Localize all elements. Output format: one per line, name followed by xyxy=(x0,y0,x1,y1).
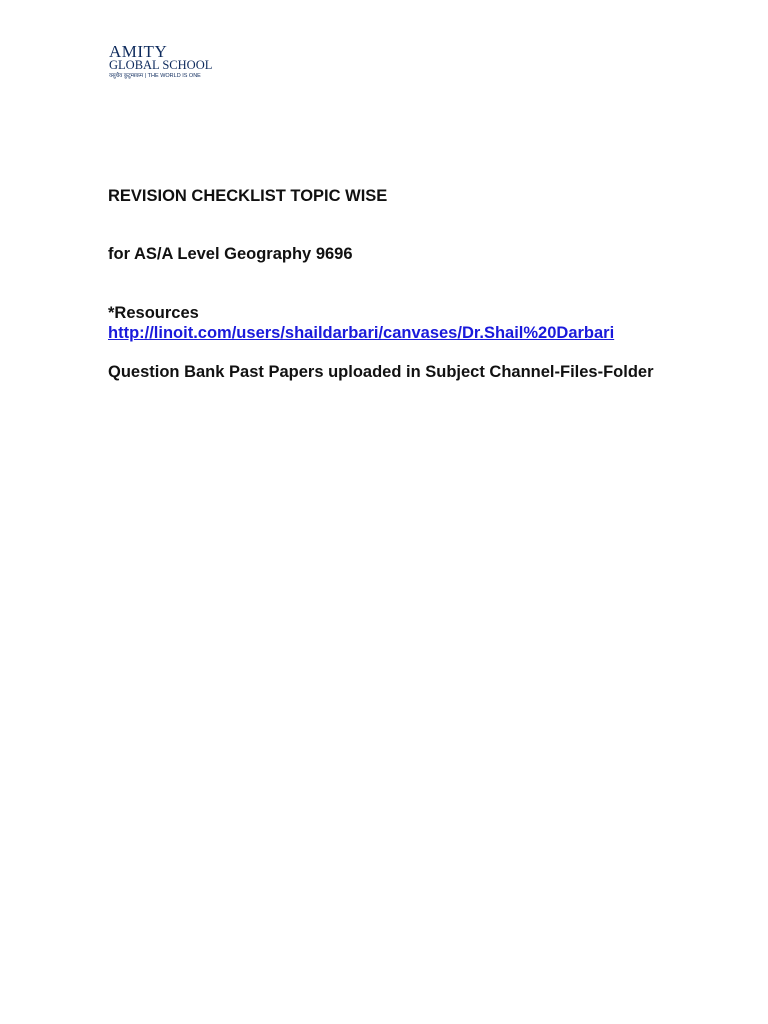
logo-tagline: वसुधैव कुटुम्बकम | THE WORLD IS ONE xyxy=(109,73,201,79)
logo-amity-text: AMITY xyxy=(109,42,168,61)
logo-school-text: GLOBAL SCHOOL xyxy=(109,58,213,72)
resources-link[interactable]: http://linoit.com/users/shaildarbari/canvases/Dr.Shail%20Darbari xyxy=(108,324,615,342)
school-logo xyxy=(109,43,229,83)
question-bank-note: Question Bank Past Papers uploaded in Subject Channel-Files-Folder xyxy=(108,363,654,381)
resources-label: *Resources xyxy=(108,304,199,322)
document-subtitle: for AS/A Level Geography 9696 xyxy=(108,245,353,263)
document-title: REVISION CHECKLIST TOPIC WISE xyxy=(108,187,388,205)
